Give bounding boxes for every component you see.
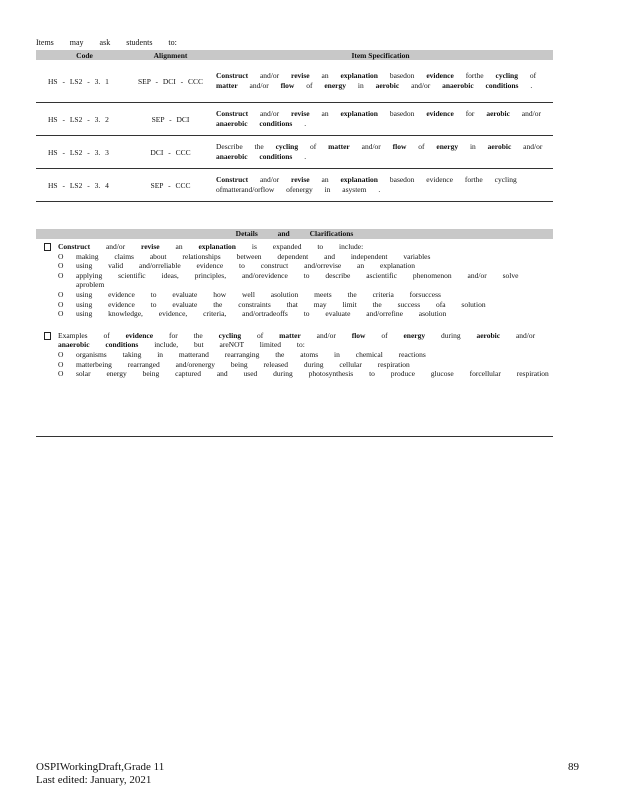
- table-row: [36, 60, 553, 103]
- alignment-value: SEP - DCI - CCC: [133, 60, 208, 103]
- footer-edited-date: Last edited: January, 2021: [36, 774, 152, 786]
- table-row: [36, 136, 553, 169]
- circle-bullet-icon: O: [58, 289, 64, 299]
- page-footer: [36, 761, 164, 787]
- circle-bullet-icon: O: [58, 270, 64, 280]
- item-specification: Construct and/or revise an explanation basedon evidence for aerobic and/or anaerobic conditions .: [208, 103, 553, 136]
- list-item: O organisms taking in matterand rearranging the atoms in chemical reactions: [58, 349, 426, 359]
- item-specification: Construct and/or revise an explanation basedon evidence forthe cycling of matter and/or flow of energy in aerobic and/or anaerobic conditions .: [208, 60, 553, 103]
- item-spec-table: [36, 50, 553, 202]
- circle-bullet-icon: O: [58, 369, 64, 379]
- item-specification: Describe the cycling of matter and/or flow of energy in aerobic and/or anaerobic conditions .: [208, 136, 553, 169]
- alignment-value: SEP - CCC: [133, 169, 208, 202]
- circle-bullet-icon: O: [58, 349, 64, 359]
- intro-text: Items may ask students to:: [36, 38, 177, 47]
- circle-bullet-icon: O: [58, 251, 64, 261]
- circle-bullet-icon: O: [58, 309, 64, 319]
- item-specification: Construct and/or revise an explanation basedon evidence forthe cycling ofmatterand/orflow ofenergy in asystem .: [208, 169, 553, 202]
- standard-code: HS - LS2 - 3. 4: [36, 169, 133, 202]
- divider: [36, 436, 553, 437]
- page-number: 89: [568, 761, 579, 773]
- table-row: [36, 169, 553, 202]
- header-alignment: Alignment: [133, 50, 208, 60]
- list-item: O using valid and/orreliable evidence to construct and/orrevise an explanation: [58, 261, 416, 271]
- list-item: O making claims about relationships between dependent and independent variables: [58, 251, 431, 261]
- table-header-row: [36, 50, 553, 60]
- circle-bullet-icon: O: [58, 261, 64, 271]
- list-item: O using evidence to evaluate the constraints that may limit the success ofa solution: [58, 299, 486, 309]
- list-item: O using knowledge, evidence, criteria, and/ortradeoffs to evaluate and/orrefine asolution: [58, 309, 447, 319]
- standard-code: HS - LS2 - 3. 3: [36, 136, 133, 169]
- square-bullet-icon: [44, 332, 51, 340]
- square-bullet-icon: [44, 243, 51, 251]
- standard-code: HS - LS2 - 3. 1: [36, 60, 133, 103]
- footer-title: OSPIWorkingDraft,Grade 11: [36, 761, 165, 773]
- header-item-specification: Item Specification: [208, 50, 553, 60]
- sub-list: [44, 252, 549, 319]
- bullet-text: Examples of evidence for the cycling of matter and/or flow of energy during aerobic and/or anaerobic conditions include, but areNOT limited to:: [58, 330, 536, 350]
- list-item: O applying scientific ideas, principles, and/orevidence to describe ascientific phenomenon and/or solve aproblem: [58, 270, 519, 290]
- details-header: Details and Clarifications: [36, 229, 553, 239]
- bullet-text: Construct and/or revise an explanation is expanded to include:: [58, 242, 364, 251]
- header-code: Code: [36, 50, 133, 60]
- circle-bullet-icon: O: [58, 299, 64, 309]
- list-item: O using evidence to evaluate how well asolution meets the criteria forsuccess: [58, 289, 441, 299]
- alignment-value: SEP - DCI: [133, 103, 208, 136]
- circle-bullet-icon: O: [58, 359, 64, 369]
- alignment-value: DCI - CCC: [133, 136, 208, 169]
- details-bullet: [44, 331, 549, 350]
- table-row: [36, 103, 553, 136]
- standard-code: HS - LS2 - 3. 2: [36, 103, 133, 136]
- details-section: [44, 242, 549, 379]
- sub-list: [44, 350, 549, 379]
- list-item: O matterbeing rearranged and/orenergy being released during cellular respiration: [58, 359, 410, 369]
- details-bullet: [44, 242, 549, 252]
- list-item: O solar energy being captured and used during photosynthesis to produce glucose forcellular respiration: [58, 369, 549, 379]
